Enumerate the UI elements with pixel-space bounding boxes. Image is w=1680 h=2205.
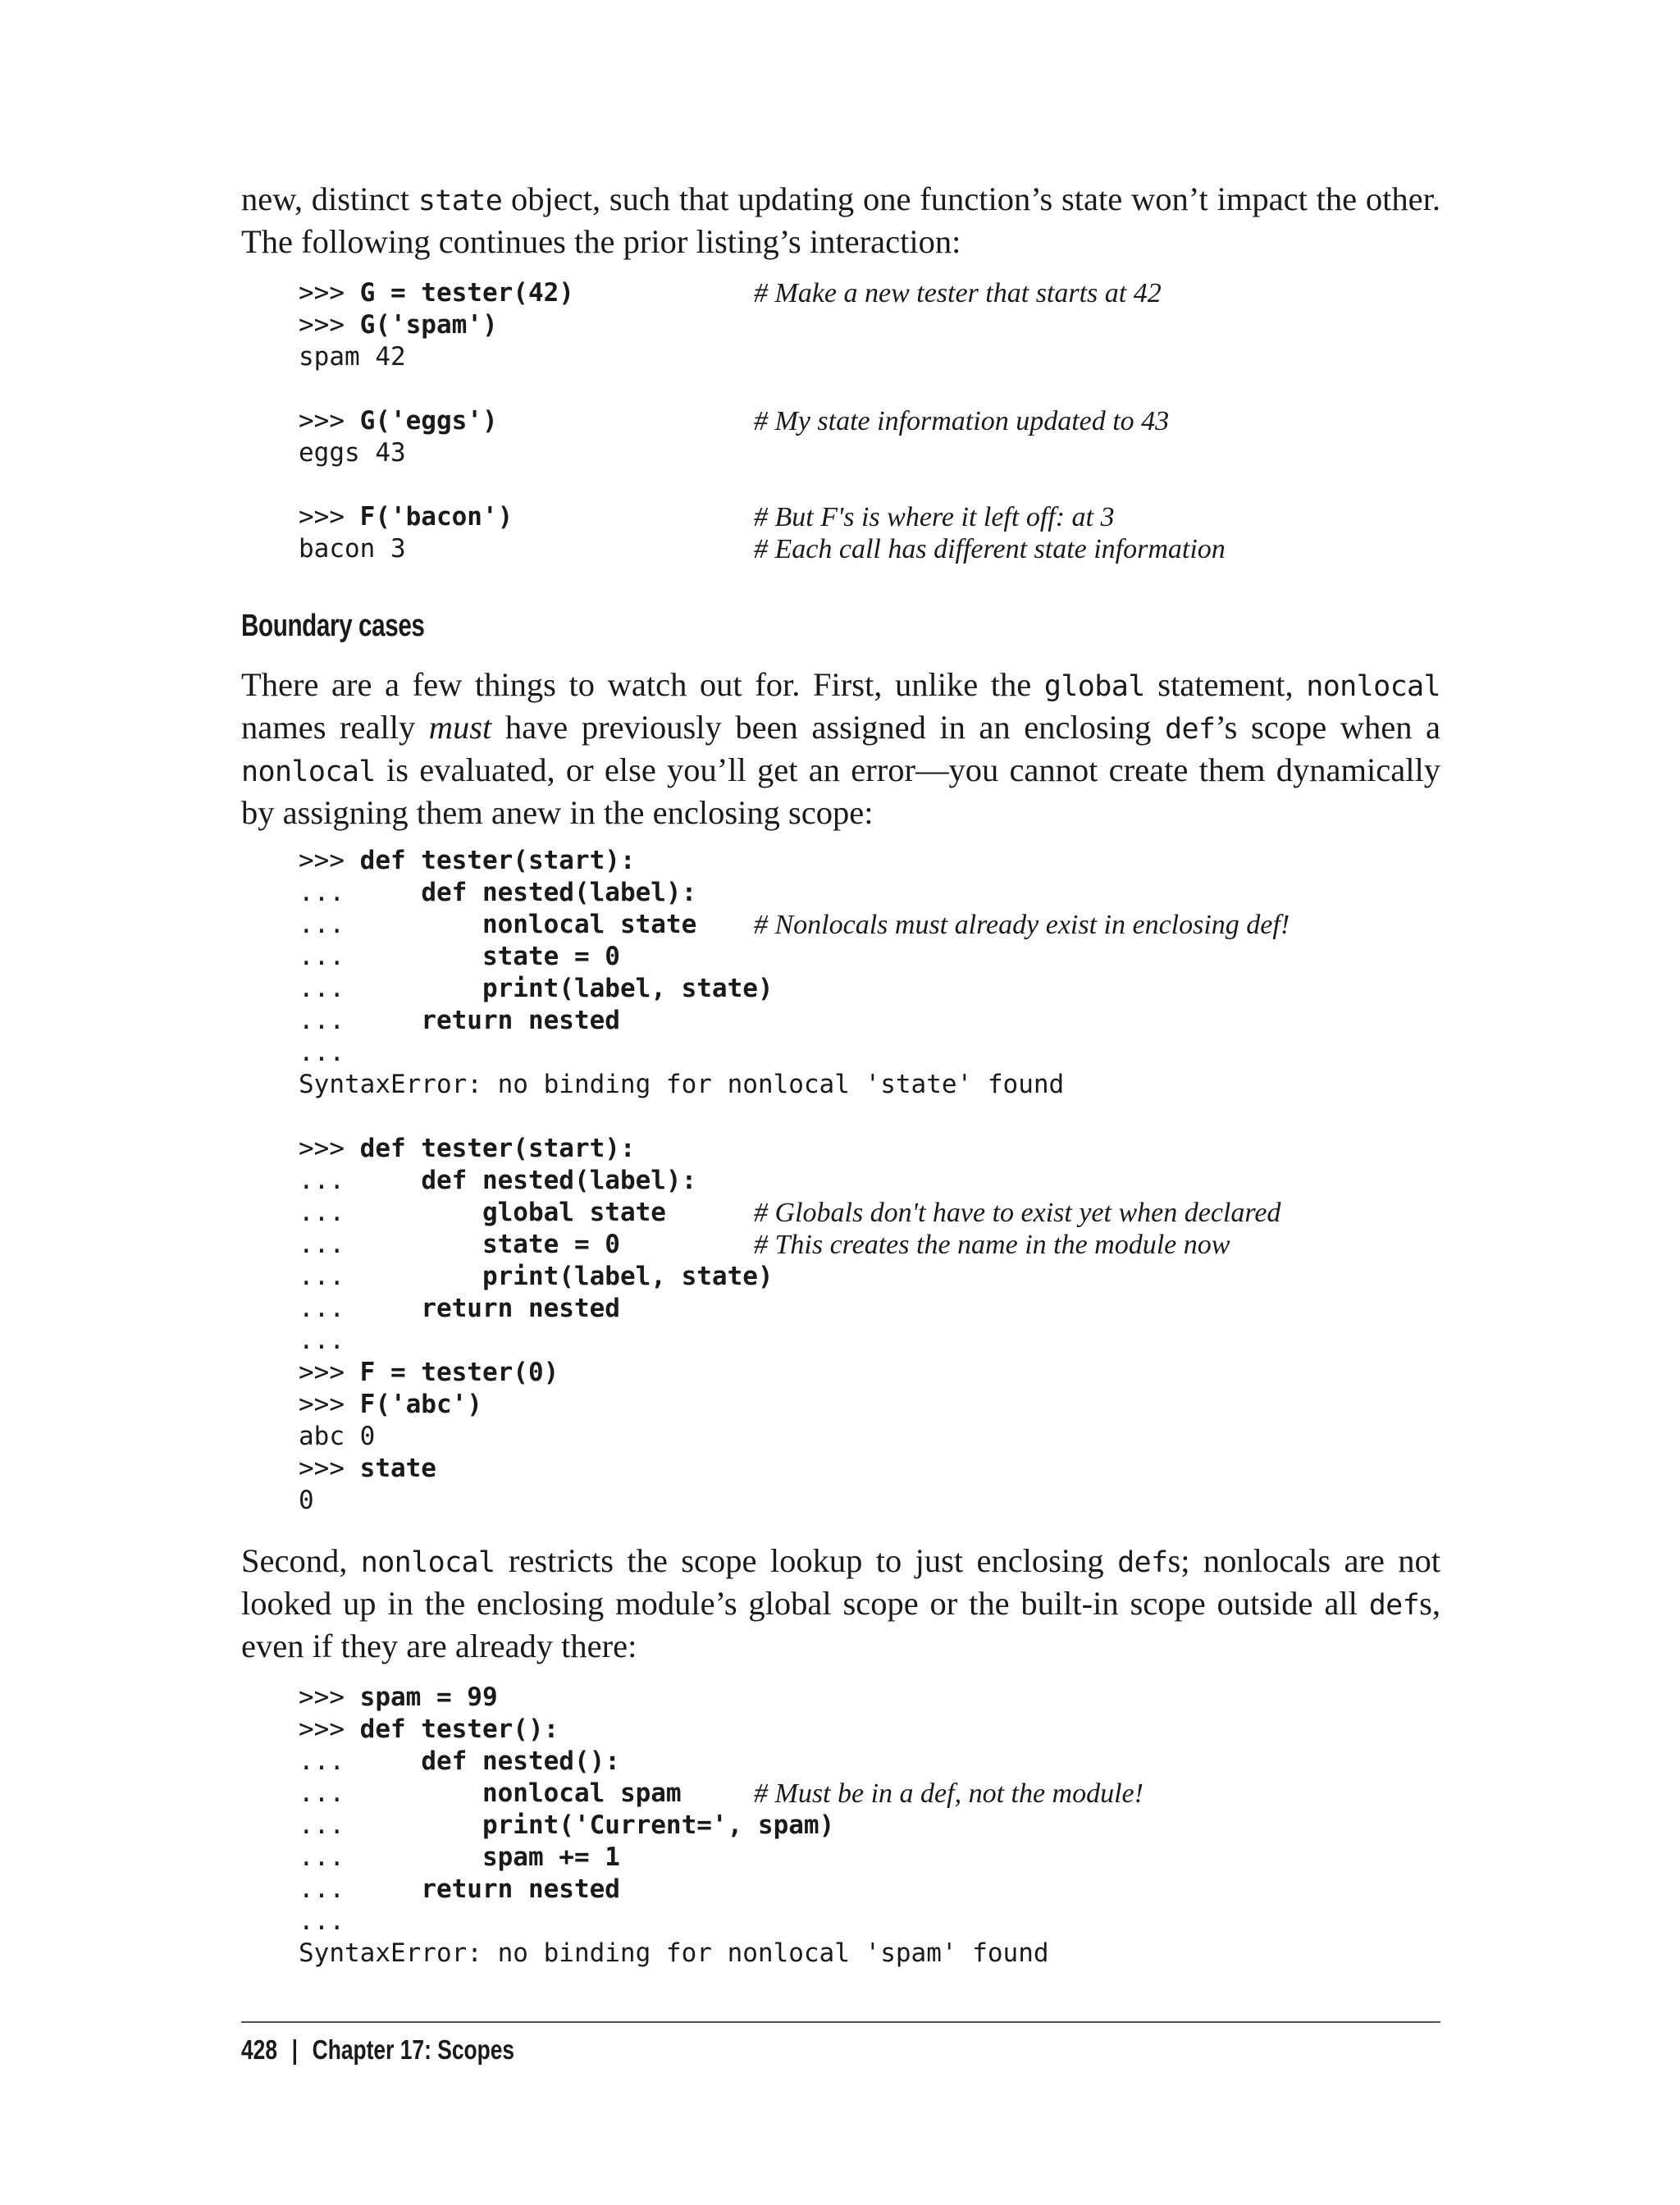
footer-separator: |: [291, 2034, 299, 2065]
code-line: [299, 501, 1115, 533]
code-input: print(label, state): [482, 974, 774, 1003]
inline-code-nonlocal: nonlocal: [1306, 670, 1440, 703]
code-line: [299, 1810, 1049, 1842]
intro-text-1: new, distinct: [241, 180, 418, 217]
code-input: state: [359, 1454, 436, 1483]
code-line: [299, 533, 1226, 565]
code-listing-1: [299, 277, 1226, 565]
code-prefix: >>>: [299, 1714, 360, 1744]
code-input: def nested(label):: [421, 878, 697, 907]
code-comment: # Globals don't have to exist yet when declared: [754, 1198, 1281, 1228]
code-line: [299, 1133, 1064, 1165]
code-input: def nested(label):: [421, 1166, 697, 1195]
code-line: [299, 1485, 1064, 1517]
page-footer: [241, 2034, 514, 2066]
code-prefix: >>>: [299, 1454, 360, 1483]
code-input: print('Current=', spam): [482, 1810, 835, 1840]
code-prefix: ...: [299, 1842, 482, 1872]
code-line: [299, 1037, 1064, 1069]
code-input: G('eggs'): [359, 406, 498, 436]
chapter-title: Chapter 17: Scopes: [312, 2034, 515, 2065]
inline-code-def: def: [1164, 713, 1216, 746]
code-comment: # Must be in a def, not the module!: [754, 1778, 1144, 1809]
code-prefix: abc 0: [299, 1422, 376, 1451]
code-comment: # But F's is where it left off: at 3: [754, 502, 1115, 532]
code-line: [299, 1325, 1064, 1357]
code-line: [299, 309, 574, 341]
code-prefix: >>>: [299, 502, 360, 532]
inline-code-def-2: def: [1117, 1546, 1168, 1579]
code-prefix: ...: [299, 1778, 482, 1808]
code-line: [299, 1938, 1049, 1970]
code-input: nonlocal spam: [482, 1778, 682, 1808]
code-prefix: ...: [299, 1262, 482, 1291]
code-prefix: ...: [299, 1326, 345, 1355]
code-input: F('abc'): [359, 1390, 482, 1419]
code-listing-3: [299, 1682, 1144, 1970]
code-line: [299, 973, 1064, 1005]
boundary-paragraph-2: Second, nonlocal restricts the scope lookup to just enclosing defs; nonlocals are not looked up in the enclosing module’s global scope or the built-in scope outside all defs, even if they are already there:: [241, 1542, 1440, 1664]
code-line: [299, 1874, 1049, 1906]
code-comment: # This creates the name in the module now: [754, 1230, 1230, 1260]
code-prefix: SyntaxError: no binding for nonlocal 'state' found: [299, 1070, 1065, 1099]
code-line: [299, 845, 1064, 877]
code-line: [299, 1682, 1049, 1714]
code-line: [299, 1261, 1064, 1293]
code-line: [299, 277, 1162, 309]
page-number: 428: [241, 2034, 278, 2065]
code-prefix: >>>: [299, 1682, 360, 1712]
code-input: F('bacon'): [359, 502, 514, 532]
code-prefix: spam 42: [299, 342, 406, 372]
code-line: [299, 909, 1290, 941]
boundary-paragraph-1: There are a few things to watch out for. First, unlike the global statement, nonlocal names really must have previously been assigned in an enclosing def’s scope when a nonlocal is evaluated, or else you’ll get an error—you cannot create them dynamically by assigning them anew in the enclosing scope:: [241, 666, 1440, 831]
footer-rule: [241, 2021, 1440, 2023]
code-prefix: >>>: [299, 1134, 360, 1163]
code-line: [299, 405, 1170, 437]
code-input: return nested: [421, 1294, 620, 1323]
code-prefix: >>>: [299, 1358, 360, 1387]
code-input: def nested():: [421, 1746, 620, 1776]
emphasis-must: must: [428, 709, 492, 746]
code-prefix: ...: [299, 1198, 482, 1227]
code-prefix: ...: [299, 1810, 482, 1840]
inline-code-nonlocal-3: nonlocal: [360, 1546, 495, 1579]
code-prefix: 0: [299, 1486, 314, 1515]
code-line: [299, 373, 574, 405]
code-input: global state: [482, 1198, 666, 1227]
code-prefix: ...: [299, 1874, 422, 1904]
code-line: [299, 1005, 1064, 1037]
code-line: [299, 1906, 1049, 1938]
code-prefix: ...: [299, 1230, 482, 1259]
code-prefix: ...: [299, 1038, 345, 1067]
code-prefix: >>>: [299, 1390, 360, 1419]
inline-code-global: global: [1043, 670, 1145, 703]
code-input: state = 0: [482, 942, 620, 971]
code-line: [299, 1069, 1064, 1101]
code-prefix: >>>: [299, 278, 360, 308]
code-line: [299, 1101, 1064, 1133]
code-line: [299, 1197, 1281, 1229]
intro-text-2: object, such that updating one function’s state won’t impact the other. The following continues the prior listing’s interaction:: [241, 180, 1441, 260]
code-line: [299, 941, 1064, 973]
section-heading: Boundary cases: [241, 609, 425, 643]
code-prefix: ...: [299, 910, 482, 939]
code-line: [299, 1453, 1064, 1485]
code-line: [299, 1778, 1144, 1810]
code-prefix: bacon 3: [299, 534, 406, 564]
code-listing-2: [299, 845, 1290, 1517]
code-line: [299, 1746, 1049, 1778]
code-input: F = tester(0): [359, 1358, 559, 1387]
code-input: print(label, state): [482, 1262, 774, 1291]
code-input: G('spam'): [359, 310, 498, 340]
code-line: [299, 1357, 1064, 1389]
code-line: [299, 1165, 1064, 1197]
code-input: state = 0: [482, 1230, 620, 1259]
code-line: [299, 437, 574, 469]
code-prefix: ...: [299, 1746, 422, 1776]
code-comment: # My state information updated to 43: [754, 406, 1170, 436]
code-prefix: SyntaxError: no binding for nonlocal 'spam' found: [299, 1938, 1049, 1968]
code-prefix: ...: [299, 1906, 345, 1936]
code-input: return nested: [421, 1006, 620, 1035]
code-line: [299, 1229, 1230, 1261]
code-comment: # Each call has different state information: [754, 534, 1226, 564]
code-prefix: eggs 43: [299, 438, 406, 468]
code-line: [299, 1389, 1064, 1421]
code-line: [299, 1421, 1064, 1453]
code-input: def tester():: [359, 1714, 559, 1744]
intro-paragraph: [241, 179, 1440, 262]
code-comment: # Nonlocals must already exist in enclosing def!: [754, 910, 1290, 940]
code-prefix: ...: [299, 1166, 422, 1195]
code-line: [299, 1293, 1064, 1325]
code-prefix: >>>: [299, 846, 360, 875]
inline-code-def-3: def: [1368, 1589, 1420, 1622]
code-line: [299, 341, 574, 373]
code-input: def tester(start):: [359, 1134, 636, 1163]
code-input: spam = 99: [359, 1682, 498, 1712]
code-line: [299, 469, 574, 501]
code-prefix: ...: [299, 942, 482, 971]
code-input: spam += 1: [482, 1842, 620, 1872]
code-line: [299, 1842, 1049, 1874]
code-prefix: >>>: [299, 310, 360, 340]
code-input: def tester(start):: [359, 846, 636, 875]
code-line: [299, 1714, 1049, 1746]
inline-code-state: state: [418, 185, 503, 217]
inline-code-nonlocal-2: nonlocal: [241, 756, 376, 788]
code-prefix: ...: [299, 1006, 422, 1035]
code-prefix: >>>: [299, 406, 360, 436]
code-prefix: ...: [299, 878, 422, 907]
code-line: [299, 877, 1064, 909]
code-prefix: ...: [299, 1294, 422, 1323]
code-input: nonlocal state: [482, 910, 697, 939]
code-prefix: ...: [299, 974, 482, 1003]
code-comment: # Make a new tester that starts at 42: [754, 278, 1162, 308]
code-input: return nested: [421, 1874, 620, 1904]
code-input: G = tester(42): [359, 278, 574, 308]
